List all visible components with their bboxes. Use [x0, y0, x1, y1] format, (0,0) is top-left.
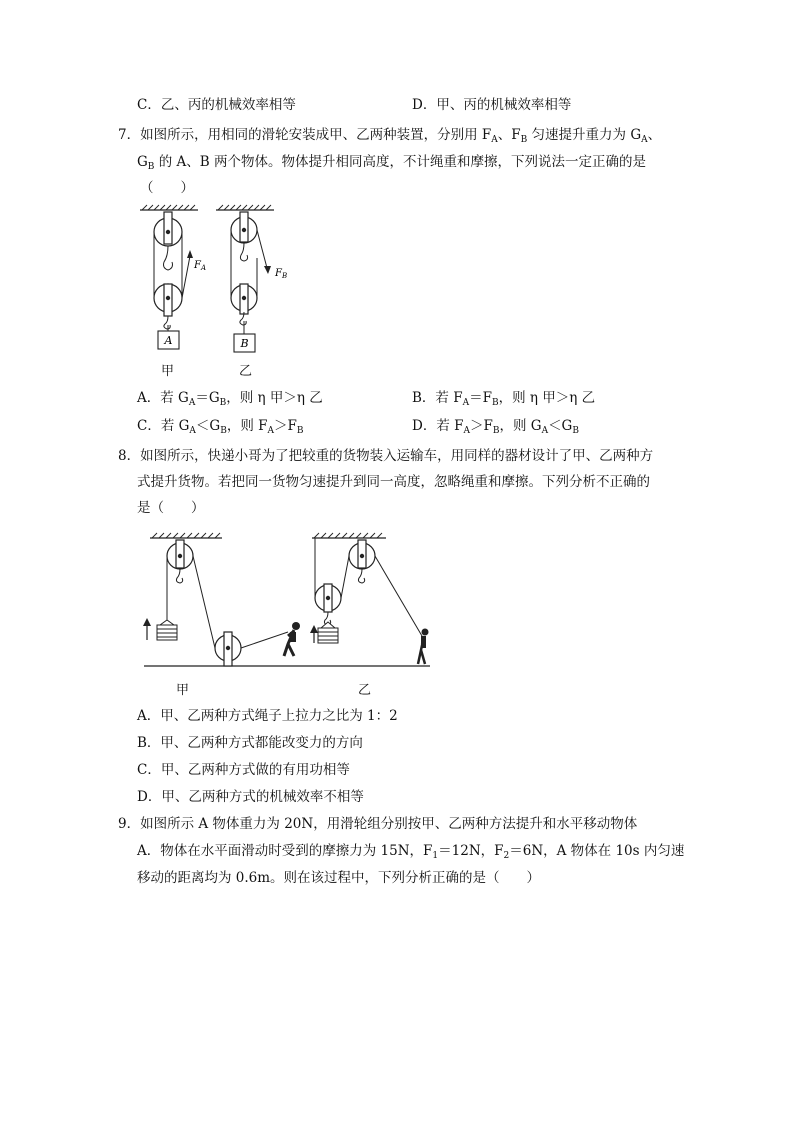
q7-box-a-label: A: [164, 334, 173, 347]
q7-label-fa: $F_A$: [194, 260, 207, 272]
q7-caption-jia: 甲: [161, 364, 175, 379]
q7-stem-line-1: 7．如图所示，用相同的滑轮安装成甲、乙两种装置，分别用 $F_A$、$F_B$ 匀速提升重力为 $G_A$、: [118, 127, 662, 145]
q8-option-c: C．甲、乙两种方式做的有用功相等: [137, 762, 350, 778]
q8-worker-jia: [284, 622, 300, 656]
q8-stem-line-2: 式提升货物。若把同一货物匀速提升到同一高度，忽略绳重和摩擦。下列分析不正确的: [137, 474, 650, 490]
q8-option-b: B．甲、乙两种方式都能改变力的方向: [137, 735, 363, 751]
q9-stem-line-3: 移动的距离均为 0.6m。则在该过程中，下列分析正确的是（ ）: [137, 870, 541, 886]
q9-stem-line-1: 9．如图所示 A 物体重力为 20N，用滑轮组分别按甲、乙两种方法提升和水平移动物体: [118, 816, 638, 832]
q9-stem-line-2: A．物体在水平面滑动时受到的摩擦力为 15N，$F_1=12N$，$F_2=6N$，A 物体在 10s 内匀速: [137, 843, 685, 861]
q7-label-fb: $F_B$: [275, 268, 288, 280]
q7-box-b-label: B: [240, 337, 249, 350]
q6-option-d: D．甲、丙的机械效率相等: [412, 97, 572, 113]
q8-delivery-figure: [138, 528, 438, 678]
q7-caption-yi: 乙: [239, 364, 253, 379]
q8-worker-yi: [418, 629, 429, 665]
q7-option-b: B．若 $F_A=F_B$，则 η 甲＞η 乙: [412, 390, 596, 408]
q7-option-a: A．若 $G_A=G_B$，则 η 甲＞η 乙: [137, 390, 323, 408]
q8-caption-jia: 甲: [176, 683, 190, 698]
q7-option-d: D．若 $F_A>F_B$，则 $G_A<G_B$: [412, 418, 579, 436]
q8-option-d: D．甲、乙两种方式的机械效率不相等: [137, 789, 364, 805]
q8-option-a: A．甲、乙两种方式绳子上拉力之比为 1：2: [137, 708, 398, 724]
q8-stem-line-3: 是（ ）: [137, 500, 205, 516]
q7-pulley-figure: [134, 200, 314, 380]
q7-stem-line-2: $G_B$ 的 A、B 两个物体。物体提升相同高度，不计绳重和摩擦，下列说法一定正确的是: [137, 154, 646, 172]
q7-option-c: C．若 $G_A<G_B$，则 $F_A>F_B$: [137, 418, 304, 436]
q8-caption-yi: 乙: [358, 683, 372, 698]
q6-option-c: C．乙、丙的机械效率相等: [137, 97, 296, 113]
q7-stem-line-3: （ ）: [140, 180, 194, 196]
q8-stem-line-1: 8．如图所示，快递小哥为了把较重的货物装入运输车，用同样的器材设计了甲、乙两种方: [118, 448, 654, 464]
